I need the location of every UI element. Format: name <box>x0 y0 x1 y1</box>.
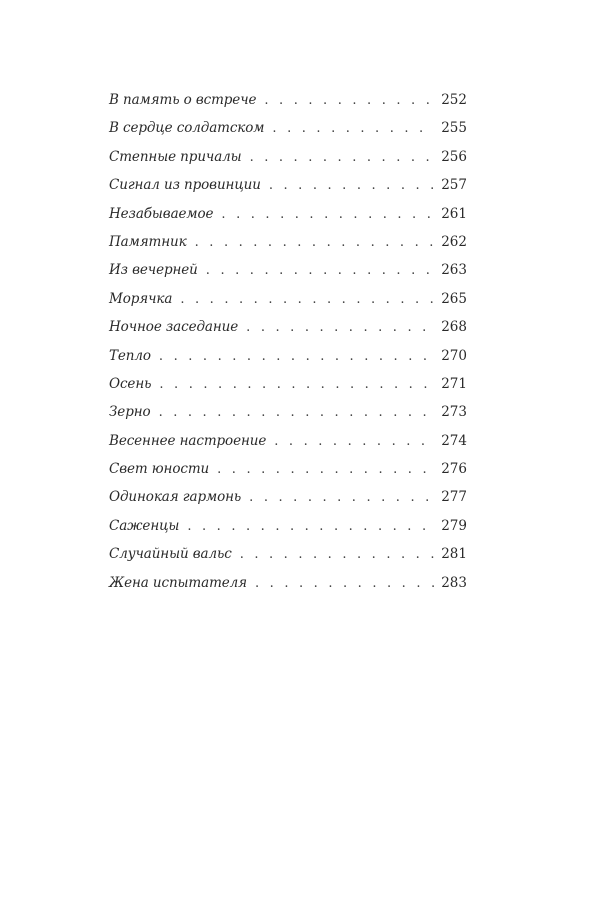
toc-entry[interactable] <box>109 177 467 205</box>
toc-entry-title: Осень <box>109 375 152 392</box>
toc-dot-leader <box>159 349 435 364</box>
toc-entry-title: Весеннее настроение <box>109 432 267 449</box>
toc-entry-page: 283 <box>441 574 467 591</box>
toc-entry-page: 268 <box>441 319 467 336</box>
toc-dot-leader <box>221 207 435 222</box>
toc-dot-leader <box>249 490 435 505</box>
toc-entry-page: 262 <box>441 233 467 250</box>
toc-entry-title: Степные причалы <box>109 148 242 165</box>
toc-entry-title: Памятник <box>109 233 187 250</box>
toc-entry-page: 252 <box>441 92 467 108</box>
toc-entry-title: Одинокая гармонь <box>109 489 242 506</box>
toc-entry-page: 273 <box>441 404 467 421</box>
toc-entry[interactable] <box>109 92 467 120</box>
toc-entry-page: 263 <box>441 262 467 279</box>
toc-dot-leader <box>180 292 435 307</box>
toc-entry-page: 270 <box>441 347 467 364</box>
toc-entry-title: Тепло <box>109 347 151 364</box>
toc-entry-page: 281 <box>441 546 467 563</box>
toc-entry-page: 271 <box>441 375 467 392</box>
toc-dot-leader <box>159 377 435 392</box>
toc-entry-title: Саженцы <box>109 517 180 534</box>
toc-dot-leader <box>246 320 435 335</box>
toc-dot-leader <box>269 178 435 193</box>
toc-entry[interactable] <box>109 319 467 347</box>
toc-entry[interactable] <box>109 546 467 574</box>
toc-entry[interactable] <box>109 149 467 177</box>
toc-entry[interactable] <box>109 575 467 603</box>
toc-entry-title: Ночное заседание <box>109 319 239 336</box>
toc-entry-page: 277 <box>441 489 467 506</box>
toc-entry[interactable] <box>109 376 467 404</box>
toc-dot-leader <box>240 547 436 562</box>
toc-entry-title: В сердце солдатском <box>109 120 265 137</box>
toc-entry[interactable] <box>109 433 467 461</box>
table-of-contents <box>109 92 467 603</box>
toc-entry[interactable] <box>109 291 467 319</box>
toc-entry-page: 279 <box>441 517 467 534</box>
toc-dot-leader <box>274 434 435 449</box>
toc-entry[interactable] <box>109 234 467 262</box>
toc-dot-leader <box>217 462 435 477</box>
toc-dot-leader <box>250 150 436 165</box>
toc-entry[interactable] <box>109 404 467 432</box>
toc-entry[interactable] <box>109 262 467 290</box>
toc-entry[interactable] <box>109 348 467 376</box>
toc-entry[interactable] <box>109 206 467 234</box>
toc-entry[interactable] <box>109 489 467 517</box>
toc-entry-page: 255 <box>441 120 467 137</box>
toc-entry-page: 274 <box>441 432 467 449</box>
toc-entry-page: 256 <box>441 148 467 165</box>
toc-entry-title: Незабываемое <box>109 205 214 222</box>
toc-entry[interactable] <box>109 461 467 489</box>
toc-dot-leader <box>272 121 435 136</box>
toc-dot-leader <box>264 93 435 108</box>
toc-entry-title: Зерно <box>109 404 151 421</box>
toc-dot-leader <box>187 519 435 534</box>
toc-entry-title: Из вечерней <box>109 262 198 279</box>
toc-dot-leader <box>255 576 435 591</box>
toc-entry-page: 257 <box>441 177 467 194</box>
toc-entry-title: Жена испытателя <box>109 574 248 591</box>
toc-entry-page: 265 <box>441 290 467 307</box>
toc-entry-title: Свет юности <box>109 461 210 478</box>
toc-entry[interactable] <box>109 518 467 546</box>
toc-entry-title: Морячка <box>109 290 173 307</box>
toc-dot-leader <box>206 263 435 278</box>
toc-entry-title: Случайный вальс <box>109 546 232 563</box>
toc-entry-page: 261 <box>441 205 467 222</box>
toc-entry-title: В память о встрече <box>109 92 257 108</box>
toc-dot-leader <box>159 405 436 420</box>
toc-dot-leader <box>195 235 436 250</box>
toc-entry-page: 276 <box>441 461 467 478</box>
toc-entry[interactable] <box>109 120 467 148</box>
toc-entry-title: Сигнал из провинции <box>109 177 261 194</box>
